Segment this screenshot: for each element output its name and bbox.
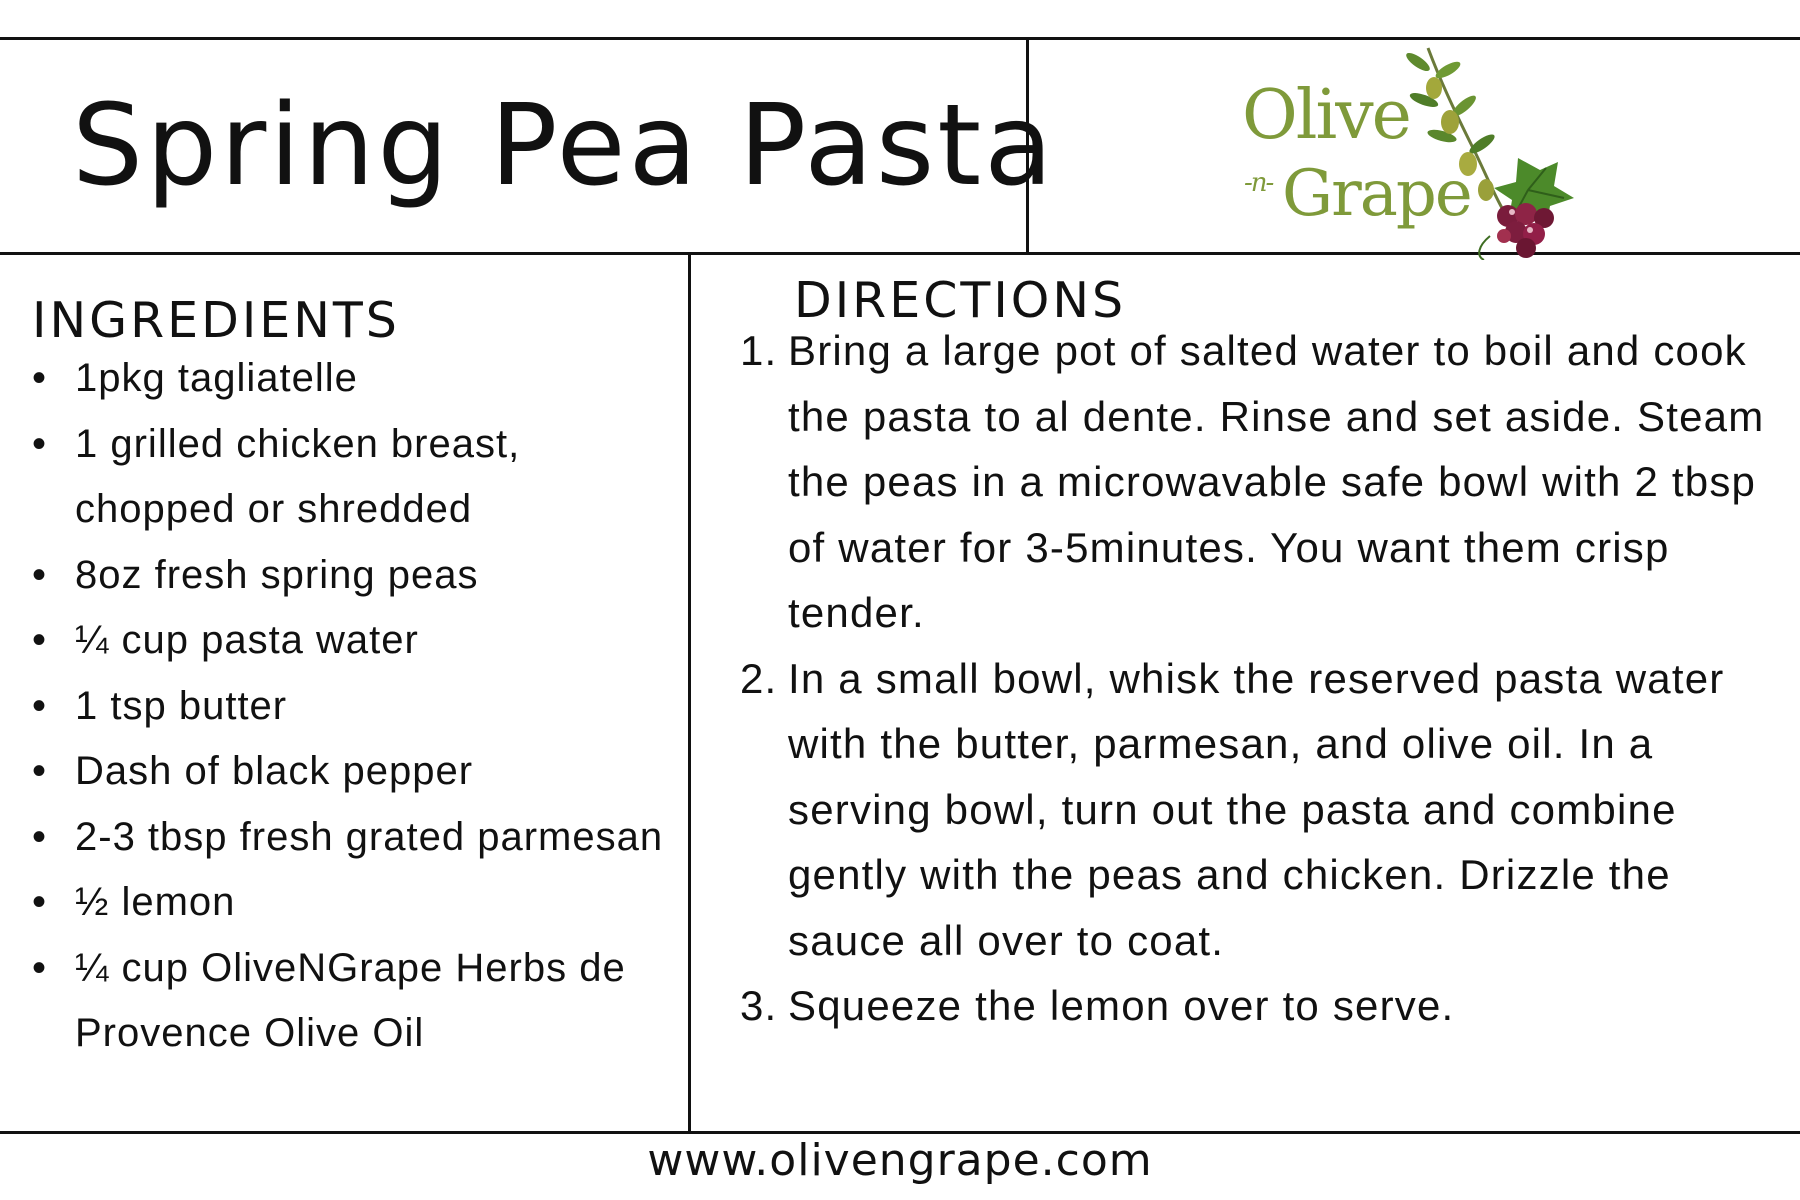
- direction-step: [740, 646, 1790, 974]
- ingredient-item: • ¼ cup OliveNGrape Herbs de Provence Olive Oil: [30, 936, 680, 1067]
- footer-divider: [0, 1131, 1800, 1134]
- logo-word-grape: Grape: [1282, 157, 1471, 231]
- ingredient-item: • Dash of black pepper: [30, 739, 680, 805]
- ingredients-heading: INGREDIENTS: [32, 292, 400, 349]
- body-vertical-divider: [688, 254, 691, 1131]
- step-text: In a small bowl, whisk the reserved pasta water with the butter, parmesan, and olive oil. In a serving bowl, turn out the pasta and combine gently with the peas and chicken. Drizzle the sauce all over to coat.: [788, 654, 1725, 964]
- directions-list: [740, 318, 1790, 1039]
- logo-word-olive: Olive: [1242, 76, 1410, 155]
- bullet-icon: •: [32, 618, 48, 662]
- directions-heading: DIRECTIONS: [794, 272, 1127, 329]
- ingredient-item: • 8oz fresh spring peas: [30, 543, 680, 609]
- direction-step: [740, 318, 1790, 646]
- ingredient-item: • ½ lemon: [30, 870, 680, 936]
- ingredient-item: • 1 tsp butter: [30, 674, 680, 740]
- ingredient-item: • 2-3 tbsp fresh grated parmesan: [30, 805, 680, 871]
- bullet-icon: •: [32, 749, 48, 793]
- bullet-icon: •: [32, 421, 48, 466]
- direction-step: [740, 973, 1790, 1039]
- ingredient-item: • 1pkg tagliatelle: [30, 346, 680, 412]
- logo-connector: -n-: [1244, 168, 1273, 198]
- step-text: Squeeze the lemon over to serve.: [788, 982, 1455, 1029]
- step-text: Bring a large pot of salted water to boil and cook the pasta to al dente. Rinse and set aside. Steam the peas in a microwavable safe bowl with 2 tbsp of water for 3-5minutes. You want them crisp tender.: [788, 327, 1765, 636]
- brand-logo: [1228, 40, 1588, 260]
- ingredients-list: [30, 346, 680, 1067]
- step-number: 3.: [740, 982, 778, 1029]
- bullet-icon: •: [32, 945, 48, 990]
- step-number: 2.: [740, 654, 778, 702]
- step-number: 1.: [740, 327, 778, 374]
- ingredient-item: • 1 grilled chicken breast, chopped or shredded: [30, 412, 680, 543]
- ingredient-item: • ¼ cup pasta water: [30, 608, 680, 674]
- bullet-icon: •: [32, 814, 48, 859]
- bullet-icon: •: [32, 880, 48, 924]
- page-title: Spring Pea Pasta: [72, 81, 1056, 211]
- bullet-icon: •: [32, 552, 48, 597]
- website-url: www.olivengrape.com: [647, 1135, 1153, 1186]
- bullet-icon: •: [32, 356, 48, 400]
- bullet-icon: •: [32, 683, 48, 728]
